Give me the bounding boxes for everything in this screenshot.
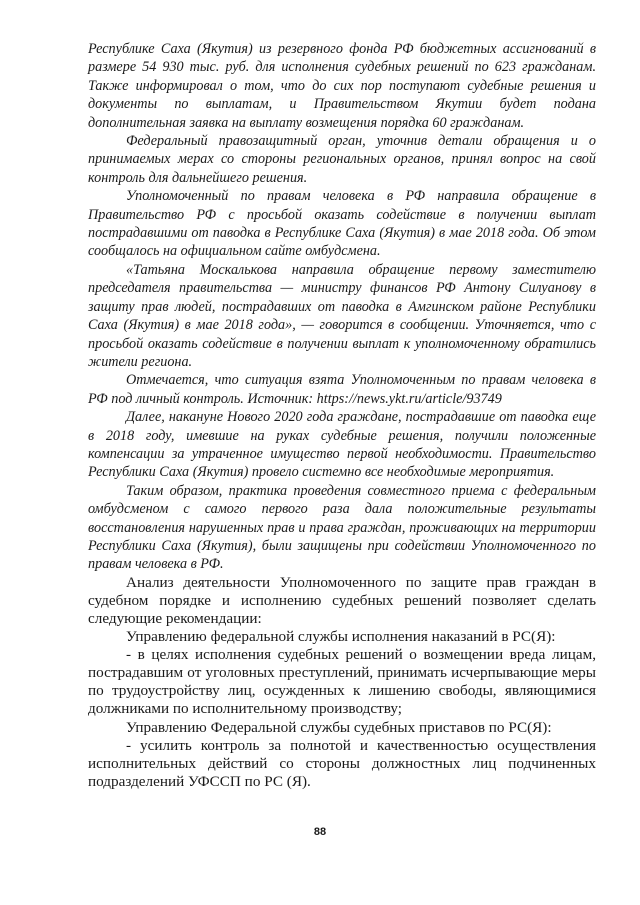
- paragraph-3: Уполномоченный по правам человека в РФ направила обращение в Правительство РФ с просьбой оказать содействие в получении выплат пострадавшими от паводка в Республике Саха (Якутия) в мае 2018 года. Об этом сообщалось на официальном сайте омбудсмена.: [88, 188, 596, 260]
- paragraph-11: Управлению Федеральной службы судебных приставов по РС(Я):: [126, 718, 552, 736]
- paragraph-8: Анализ деятельности Уполномоченного по защите прав граждан в судебном порядке и исполнению судебных решений позволяет сделать следующие рекомендации:: [88, 573, 596, 627]
- paragraph-5: Отмечается, что ситуация взята Уполномоченным по правам человека в РФ под личный контроль. Источник: https://news.ykt.ru/article/93749: [88, 372, 596, 407]
- paragraph-1: Республике Саха (Якутия) из резервного фонда РФ бюджетных ассигнований в размере 54 930 тыс. руб. для исполнения судебных решений по 623 гражданам. Также информировал о том, что до сих пор поступают судебные решения и документы по выплатам, и Правительством Якутии будет подана дополнительная заявка на выплату возмещения порядка 60 гражданам.: [88, 41, 596, 131]
- paragraph-2: Федеральный правозащитный орган, уточнив детали обращения и о принимаемых мерах со стороны региональных органов, принял вопрос на свой контроль для дальнейшего решения.: [88, 133, 596, 186]
- paragraph-10: - в целях исполнения судебных решений о возмещении вреда лицам, пострадавшим от уголовных преступлений, принимать исчерпывающие меры по трудоустройству лиц, осужденных к лишению свободы, являющимися должниками по исполнительному производству;: [88, 646, 596, 718]
- page-number: 88: [313, 826, 327, 838]
- paragraph-9: Управлению федеральной службы исполнения наказаний в РС(Я):: [126, 628, 556, 646]
- document-page: [88, 40, 596, 791]
- paragraph-7: Таким образом, практика проведения совместного приема с федеральным омбудсменом с самого первого раза дала положительные результаты восстановления нарушенных прав и права граждан, проживающих на территории Республики Саха (Якутия), были защищены при содействии Уполномоченного по правам человека в РФ.: [88, 482, 596, 573]
- paragraph-12: - усилить контроль за полнотой и качественностью осуществления исполнительных действий со стороны должностных лиц подчиненных подразделений УФССП по РС (Я).: [88, 736, 596, 790]
- paragraph-4: «Татьяна Москалькова направила обращение первому заместителю председателя правительства — министру финансов РФ Антону Силуанову в защиту прав людей, пострадавших от паводка в Амгинском районе Республики Саха (Якутия) в мае 2018 года», — говорится в сообщении. Уточняется, что с просьбой оказать содействие в получении выплат к уполномоченному обратились жители региона.: [88, 261, 596, 370]
- paragraph-6: Далее, накануне Нового 2020 года граждане, пострадавшие от паводка еще в 2018 году, имевшие на руках судебные решения, получили положенные компенсации за утраченное имущество первой необходимости. Правительство Республики Саха (Якутия) провело системно все необходимые мероприятия.: [88, 409, 596, 481]
